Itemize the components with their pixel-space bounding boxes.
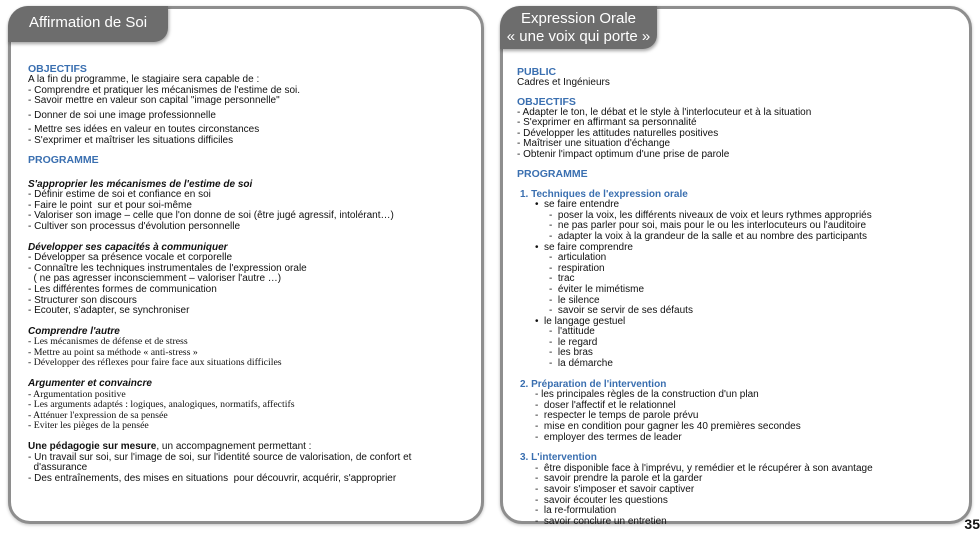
group-item: - poser la voix, les différents niveaux de voix et leurs rythmes appropriés: [549, 209, 872, 221]
section-item: - Argumentation positive: [28, 388, 126, 400]
section-item: - Mettre au point sa méthode « anti-stress »: [28, 346, 198, 358]
section-item: - Définir estime de soi et confiance en soi: [28, 189, 211, 201]
objectif-item: - Obtenir l'impact optimum d'une prise de parole: [517, 148, 730, 160]
section-title: 1. Techniques de l'expression orale: [520, 188, 688, 200]
group-item: - le silence: [549, 294, 600, 306]
section-item: - Valoriser son image – celle que l'on donne de soi (être jugé agressif, intolérant…): [28, 210, 394, 222]
expression-title-line1: Expression Orale: [520, 10, 637, 27]
expression-content: [517, 67, 967, 527]
public-heading: PUBLIC: [517, 66, 557, 78]
section-title: 3. L'intervention: [520, 452, 597, 464]
section-item: - Faire le point sur et pour soi-même: [28, 199, 192, 211]
pedagogie-item: d'assurance: [28, 462, 88, 474]
section-item: - les principales règles de la construction d'un plan: [535, 389, 759, 401]
group-item: - trac: [549, 273, 575, 285]
group-item: - le regard: [549, 336, 598, 348]
pedagogie-item: - Un travail sur soi, sur l'image de soi, sur l'identité source de valorisation, de confort et: [28, 451, 412, 463]
section-item: - savoir s'imposer et savoir captiver: [535, 484, 695, 495]
objectif-item: - Développer les attitudes naturelles positives: [517, 127, 719, 139]
objectif-item: - Mettre ses idées en valeur en toutes circonstances: [28, 124, 260, 136]
group-item: - savoir se servir de ses défauts: [549, 305, 693, 317]
section-item: - savoir conclure un entretien: [535, 515, 667, 527]
section-item: - Structurer son discours: [28, 294, 137, 306]
section-item: - Les différentes formes de communication: [28, 283, 217, 295]
section-item: - la re-formulation: [535, 505, 617, 517]
objectifs-intro: A la fin du programme, le stagiaire sera capable de :: [28, 74, 260, 85]
page-number: 35: [964, 516, 980, 532]
objectif-item: - Comprendre et pratiquer les mécanismes de l'estime de soi.: [28, 84, 301, 96]
group-item: - l'attitude: [549, 326, 595, 338]
section-item: - Les arguments adaptés : logiques, analogiques, normatifs, affectifs: [28, 399, 295, 411]
objectif-item: - S'exprimer en affirmant sa personnalité: [517, 117, 697, 129]
group-item: - adapter la voix à la grandeur de la salle et au nombre des participants: [549, 230, 867, 242]
objectif-item: - Donner de soi une image professionnelle: [28, 109, 216, 121]
group-label: • se faire comprendre: [535, 241, 633, 253]
objectif-item: - Adapter le ton, le débat et le style à l'interlocuteur et à la situation: [517, 106, 812, 118]
group-item: - la démarche: [549, 358, 613, 370]
group-item: - articulation: [549, 252, 607, 264]
affirmation-content: [28, 64, 478, 484]
programme-heading: PROGRAMME: [517, 167, 588, 180]
section-item: - Eviter les pièges de la pensée: [28, 420, 149, 432]
section-item: - Développer des réflexes pour faire face aux situations difficiles: [28, 357, 282, 369]
affirmation-title-tab: [8, 6, 168, 42]
public-value: Cadres et Ingénieurs: [517, 77, 610, 88]
section-item: - Cultiver son processus d'évolution personnelle: [28, 220, 241, 232]
affirmation-title: Affirmation de Soi: [28, 14, 148, 31]
section-item: - savoir écouter les questions: [535, 494, 668, 506]
objectifs-heading: OBJECTIFS: [28, 63, 87, 75]
pedagogie-item: - Des entraînements, des mises en situations pour découvrir, acquérir, s'approprier: [28, 472, 397, 484]
section-item: - Ecouter, s'adapter, se synchroniser: [28, 305, 190, 317]
section-item: ( ne pas agresser inconsciemment – valoriser l'autre …): [28, 273, 282, 285]
section-title: S'approprier les mécanismes de l'estime de soi: [28, 178, 253, 190]
section-item: - employer des termes de leader: [535, 431, 682, 443]
programme-heading: PROGRAMME: [28, 153, 99, 166]
objectif-item: - Maîtriser une situation d'échange: [517, 138, 671, 150]
section-title: Argumenter et convaincre: [28, 378, 152, 390]
section-item: - doser l'affectif et le relationnel: [535, 399, 676, 411]
section-item: - Développer sa présence vocale et corporelle: [28, 252, 232, 264]
section-title: 2. Préparation de l'intervention: [520, 378, 667, 390]
affirmation-card: [8, 6, 484, 524]
objectifs-heading: OBJECTIFS: [517, 95, 576, 108]
section-title: Développer ses capacités à communiquer: [28, 241, 228, 253]
section-item: - être disponible face à l'imprévu, y remédier et le récupérer à son avantage: [535, 462, 873, 474]
section-item: - Connaître les techniques instrumentales de l'expression orale: [28, 262, 307, 274]
section-item: - savoir prendre la parole et la garder: [535, 473, 703, 485]
expression-title-line2: « une voix qui porte »: [506, 28, 651, 45]
group-item: - ne pas parler pour soi, mais pour le ou les interlocuteurs ou l'auditoire: [549, 220, 867, 232]
pedagogie-rest: , un accompagnement permettant :: [156, 441, 312, 453]
section-item: - respecter le temps de parole prévu: [535, 410, 699, 422]
objectif-item: - S'exprimer et maîtriser les situations difficiles: [28, 134, 234, 146]
objectif-item: - Savoir mettre en valeur son capital "image personnelle": [28, 95, 280, 107]
section-item: - Atténuer l'expression de sa pensée: [28, 409, 168, 421]
section-item: - Les mécanismes de défense et de stress: [28, 336, 188, 348]
pedagogie-bold: Une pédagogie sur mesure: [28, 441, 157, 453]
group-label: • le langage gestuel: [535, 315, 626, 327]
section-title: Comprendre l'autre: [28, 325, 120, 337]
group-item: - éviter le mimétisme: [549, 283, 645, 295]
section-item: - mise en condition pour gagner les 40 premières secondes: [535, 421, 801, 433]
expression-orale-card: [500, 6, 972, 527]
group-label: • se faire entendre: [535, 199, 620, 211]
group-item: - respiration: [549, 262, 605, 274]
expression-title-tab: [500, 6, 657, 49]
group-item: - les bras: [549, 347, 593, 359]
